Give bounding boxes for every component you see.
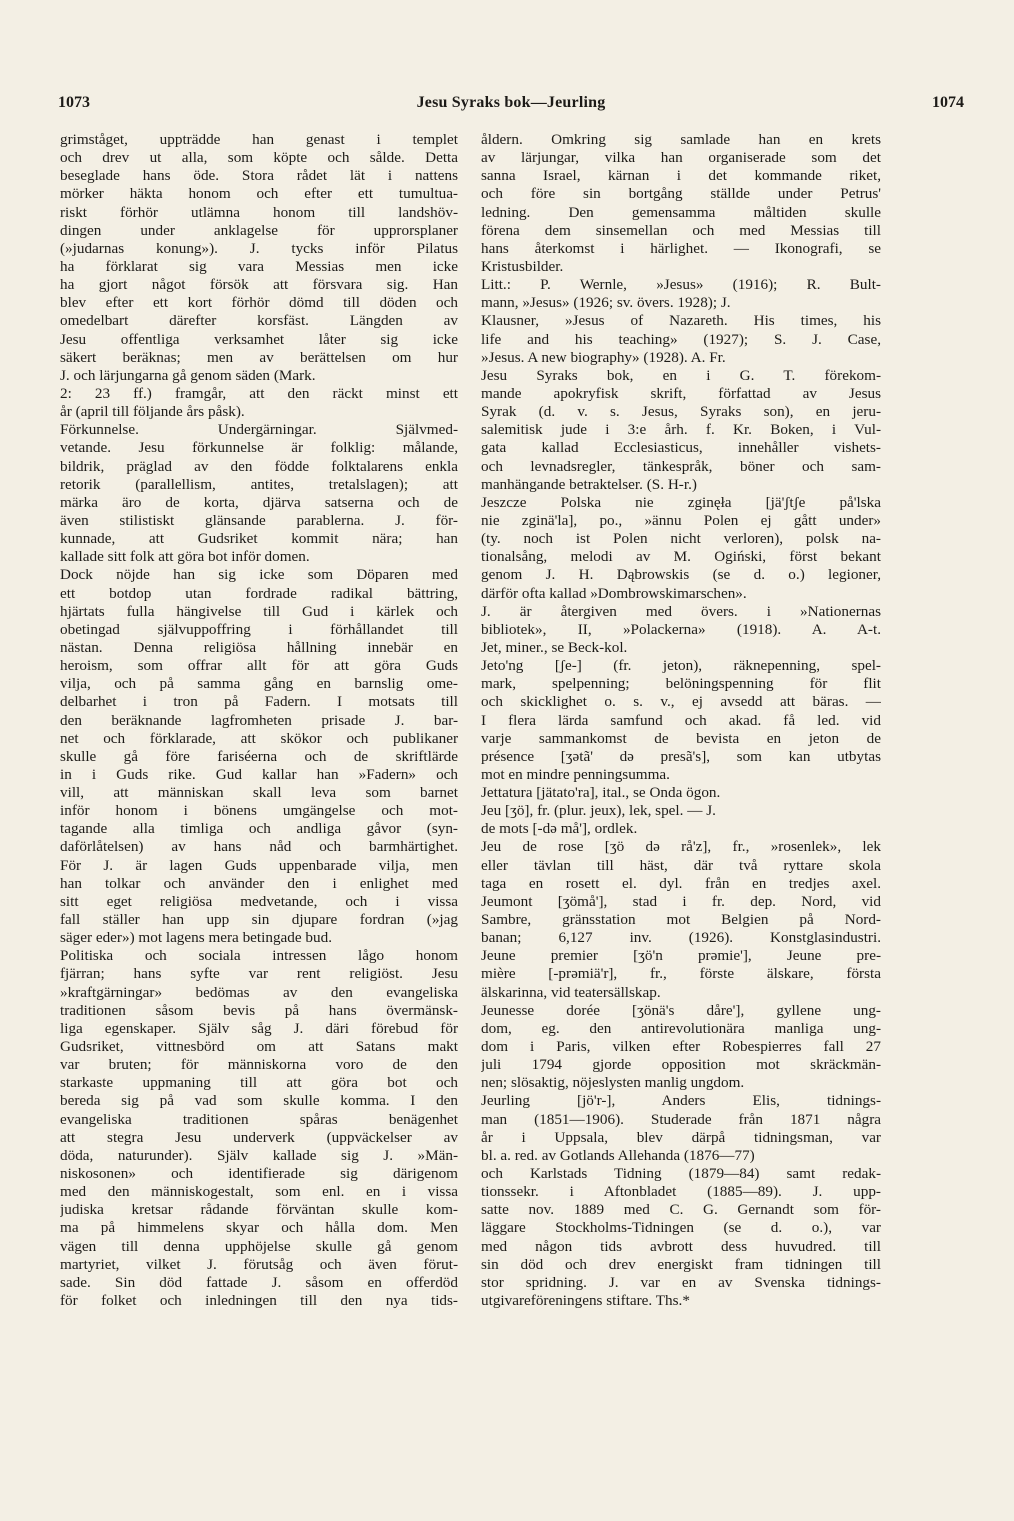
text-line: omedelbart därefter korsfäst. Längden av [60, 312, 458, 330]
text-line: sitt eget religiösa medvetande, och i vissa [60, 892, 458, 910]
text-line: Jeu de rose [ʒö də rå'z], fr., »rosenlek», lek [481, 838, 881, 856]
text-line: delbarhet i tron på Fadern. I motsats till [60, 693, 458, 711]
text-line: att stegra Jesu underverk (uppväckelser av [60, 1128, 458, 1146]
text-line: juli 1794 gjorde opposition mot skräckmän- [481, 1056, 881, 1074]
text-line: genom J. H. Dąbrowskis (se d. o.) legioner, [481, 566, 881, 584]
text-line: och före sin bortgång ställde under Petrus' [481, 185, 881, 203]
text-line: för folket och inledningen till den nya tids- [60, 1292, 458, 1309]
text-line: grimståget, uppträdde han genast i templet [60, 131, 458, 148]
text-line: de mots [-də må'], ordlek. [481, 820, 638, 838]
text-line: Jeszcze Polska nie zginęła [jä'ʃtʃe på'lska [481, 493, 881, 511]
text-line: därför ofta kallad »Dombrowskimarschen». [481, 584, 747, 602]
text-line: mot en mindre penningsumma. [481, 765, 670, 783]
running-title: Jesu Syraks bok—Jeurling [416, 94, 606, 111]
text-line: dingen under anklagelse för upprorsplaner [60, 221, 458, 239]
text-line: beseglade hans öde. Stora rådet lät i nattens [60, 167, 458, 185]
text-line: »kraftgärningar» bedömas av den evangeliska [60, 983, 458, 1001]
text-line: Jet, miner., se Beck-kol. [481, 638, 628, 656]
text-line: satte nov. 1889 med C. G. Gernandt som för- [481, 1201, 881, 1219]
text-line: in i Guds rike. Gud kallar han »Fadern» och [60, 765, 458, 783]
text-line: 2: 23 ff.) framgår, att den räckt minst ett [60, 384, 458, 402]
text-line: älskarinna, vid teatersällskap. [481, 983, 661, 1001]
page-number-left: 1073 [58, 94, 90, 111]
text-line: (»judarnas konung»). J. tycks inför Pilatus [60, 239, 458, 257]
text-line: Jeu [ʒö], fr. (plur. jeux), lek, spel. — J. [481, 802, 716, 820]
text-line: retorik (parallellism, antites, tretalslagen); att [60, 475, 458, 493]
text-line: manhängande betraktelser. (S. H-r.) [481, 475, 697, 493]
text-line: av lärjungar, vilka han organiserade som det [481, 149, 881, 167]
text-line: I flera lärda samfund och akad. få led. vid [481, 711, 881, 729]
text-line: Jeurling [jö'r-], Anders Elis, tidnings- [481, 1092, 881, 1110]
text-line: starkaste uppmaning till att göra bot och [60, 1074, 458, 1092]
text-line: med den människogestalt, som enl. en i vissa [60, 1183, 458, 1201]
text-line: vill, att människan skall leva som barnet [60, 784, 458, 802]
text-line: stor spridning. J. var en av Svenska tidnings- [481, 1273, 881, 1291]
text-line: säkert beräknas; men av berättelsen om hur [60, 348, 458, 366]
text-line: bibliotek», II, »Polackerna» (1918). A. A-t. [481, 620, 881, 638]
left-text-column [60, 131, 458, 1310]
page-header [58, 94, 964, 118]
text-line: åldern. Omkring sig samlade han en krets [481, 131, 881, 148]
right-text-column [481, 131, 881, 1310]
text-line: net och förklarade, att skökor och publikaner [60, 729, 458, 747]
text-line: niskosonen» och identifierade sig därigenom [60, 1165, 458, 1183]
text-line: mark, spelpenning; belöningspenning för flit [481, 675, 881, 693]
text-line: nie zginä'la], po., »ännu Polen ej gått under» [481, 511, 881, 529]
text-line: ha förklarat sig vara Messias men icke [60, 257, 458, 275]
text-line: med någon tids avbrott dess huvudred. till [481, 1237, 881, 1255]
text-line: Gudsriket, vittnesbörd om att Satans makt [60, 1038, 458, 1056]
text-line: säger eder») mot lagens mera betingade bud. [60, 929, 333, 947]
text-line: salemitisk jude i 3:e årh. f. Kr. Boken, i Vul- [481, 421, 881, 439]
text-line: »Jesus. A new biography» (1928). A. Fr. [481, 348, 726, 366]
text-line: han tolkar och använder den i enlighet med [60, 874, 458, 892]
text-line: (ty. noch ist Polen nicht verloren), polsk na- [481, 530, 881, 548]
text-line: märka äro de korta, djärva satserna och de [60, 493, 458, 511]
text-line: liga egenskaper. Själv såg J. däri förebud för [60, 1019, 458, 1037]
text-line: ledning. Den gemensamma måltiden skulle [481, 203, 881, 221]
text-line: riskt förhör utlämna honom till landshöv- [60, 203, 458, 221]
text-line: och levnadsregler, tänkespråk, böner och sam- [481, 457, 881, 475]
text-line: ma på himmelens skyar och hålla dom. Men [60, 1219, 458, 1237]
text-line: Dock nöjde han sig icke som Döparen med [60, 566, 458, 584]
text-line: blev efter ett kort förhör dömd till döden och [60, 294, 458, 312]
text-line: martyriet, vilket J. förutsåg och även förut- [60, 1255, 458, 1273]
text-line: sin död och drev energiskt fram tidningen till [481, 1255, 881, 1273]
text-line: Kristusbilder. [481, 257, 564, 275]
text-line: hans återkomst i härlighet. — Ikonografi, se [481, 239, 881, 257]
text-line: sade. Sin död fattade J. såsom en offerdöd [60, 1273, 458, 1291]
text-line: För J. är lagen Guds uppenbarade vilja, men [60, 856, 458, 874]
text-line: présence [ʒətã' də presã's], som kan utbytas [481, 747, 881, 765]
text-line: J. är återgiven med övers. i »Nationernas [481, 602, 881, 620]
text-line: bl. a. red. av Gotlands Allehanda (1876—77) [481, 1146, 755, 1164]
text-line: och skicklighet o. s. v., ej avsedd att bäras. — [481, 693, 881, 711]
text-line: Klausner, »Jesus of Nazareth. His times, his [481, 312, 881, 330]
text-line: Jettatura [jätato'ra], ital., se Onda ögon. [481, 784, 721, 802]
text-line: Sambre, gränsstation mot Belgien på Nord- [481, 911, 881, 929]
text-line: var bruten; för människorna voro de den [60, 1056, 458, 1074]
text-line: Syrak (d. v. s. Jesus, Syraks son), en jeru- [481, 403, 881, 421]
text-line: Litt.: P. Wernle, »Jesus» (1916); R. Bult- [481, 276, 881, 294]
text-line: mann, »Jesus» (1926; sv. övers. 1928); J. [481, 294, 731, 312]
text-line: bildrik, präglad av den födde folktalarens enkla [60, 457, 458, 475]
text-line: även stilistiskt glänsande parablerna. J. för- [60, 511, 458, 529]
text-line: evangeliska traditionen spåras benägenhet [60, 1110, 458, 1128]
text-line: varje sammankomst de bevista en jeton de [481, 729, 881, 747]
text-line: taga en rosett el. dyl. från en tredjes axel. [481, 874, 881, 892]
text-line: ha gjort något försök att försvara sig. Han [60, 276, 458, 294]
text-line: nen; slösaktig, nöjeslysten manlig ungdom. [481, 1074, 745, 1092]
text-line: inför honom i bönens umgängelse och mot- [60, 802, 458, 820]
text-line: Politiska och sociala intressen lågo honom [60, 947, 458, 965]
text-line: Jeunesse dorée [ʒönä's dåre'], gyllene ung- [481, 1001, 881, 1019]
text-line: eller tävlan till häst, där två ryttare skola [481, 856, 881, 874]
text-line: daförlåtelsen) av hans nåd och barmhärtighet. [60, 838, 458, 856]
text-line: år (april till följande års påsk). [60, 403, 245, 421]
text-line: Jesu offentliga verksamhet låter sig icke [60, 330, 458, 348]
text-line: judiska kretsar rådande förväntan skulle kom- [60, 1201, 458, 1219]
text-line: traditionen såsom bevis på hans övermänsk- [60, 1001, 458, 1019]
text-line: life and his teaching» (1927); S. J. Case, [481, 330, 881, 348]
text-line: banan; 6,127 inv. (1926). Konstglasindustri. [481, 929, 881, 947]
text-line: fjärran; hans syfte var rent religiöst. Jesu [60, 965, 458, 983]
text-line: Förkunnelse. Undergärningar. Självmed- [60, 421, 458, 439]
text-line: nästan. Denna religiösa hållning innebär en [60, 638, 458, 656]
text-line: kallade sitt folk att göra bot inför domen. [60, 548, 310, 566]
text-line: vägen till denna upphöjelse skulle gå genom [60, 1237, 458, 1255]
text-line: dom i Paris, vilken efter Robespierres fall 27 [481, 1038, 881, 1056]
text-line: Jeto'ng [ʃe-] (fr. jeton), räknepenning, spel- [481, 657, 881, 675]
text-line: utgivareföreningens stiftare. Ths.* [481, 1292, 690, 1309]
text-line: sanna Israel, kärnan i det kommande riket, [481, 167, 881, 185]
text-line: vilja, och på samma gång en barnslig ome- [60, 675, 458, 693]
text-line: obetingad självuppoffring i förhållandet till [60, 620, 458, 638]
text-line: Jeune premier [ʒö'n prəmie'], Jeune pre- [481, 947, 881, 965]
text-line: den beräknande lagfromheten prisade J. bar- [60, 711, 458, 729]
text-line: J. och lärjungarna gå genom säden (Mark. [60, 366, 316, 384]
text-line: mande apokryfisk skrift, författad av Jesus [481, 384, 881, 402]
text-line: tagande alla timliga och andliga gåvor (syn- [60, 820, 458, 838]
text-line: skulle gå före fariséerna och de skriftlärde [60, 747, 458, 765]
text-line: år i Uppsala, blev därpå tidningsman, var [481, 1128, 881, 1146]
text-line: fall ställer han upp sin djupare fordran (»jag [60, 911, 458, 929]
text-line: bereda sig på vad som skulle komma. I den [60, 1092, 458, 1110]
text-line: dom, eg. den antirevolutionära manliga ung- [481, 1019, 881, 1037]
text-line: mörker häkta honom och efter ett tumultua- [60, 185, 458, 203]
text-line: döda, naturunder). Själv kallade sig J. »Män- [60, 1146, 458, 1164]
text-line: man (1851—1906). Studerade från 1871 några [481, 1110, 881, 1128]
text-line: Jesu Syraks bok, en i G. T. förekom- [481, 366, 881, 384]
text-line: tionssekr. i Aftonbladet (1885—89). J. upp- [481, 1183, 881, 1201]
text-line: hjärtats fulla hängivelse till Gud i kärlek och [60, 602, 458, 620]
text-line: förena dem sinsemellan och med Messias till [481, 221, 881, 239]
text-line: heroism, som offrar allt för att göra Guds [60, 657, 458, 675]
text-line: kunnade, att Gudsriket kommit nära; han [60, 530, 458, 548]
text-line: tionalsång, melodi av M. Ogiński, först bekant [481, 548, 881, 566]
text-line: och drev ut alla, som köpte och sålde. Detta [60, 149, 458, 167]
text-line: och Karlstads Tidning (1879—84) samt redak- [481, 1165, 881, 1183]
text-line: läggare Stockholms-Tidningen (se d. o.), var [481, 1219, 881, 1237]
text-line: vetande. Jesu förkunnelse är folklig: målande, [60, 439, 458, 457]
text-line: Jeumont [ʒömå'], stad i fr. dep. Nord, vid [481, 892, 881, 910]
text-line: ett botdop utan fordrade radikal bättring, [60, 584, 458, 602]
text-line: mière [-prəmiä'r], fr., förste älskare, första [481, 965, 881, 983]
text-line: gata kallad Ecclesiasticus, innehåller vishets- [481, 439, 881, 457]
page-number-right: 1074 [932, 94, 964, 111]
